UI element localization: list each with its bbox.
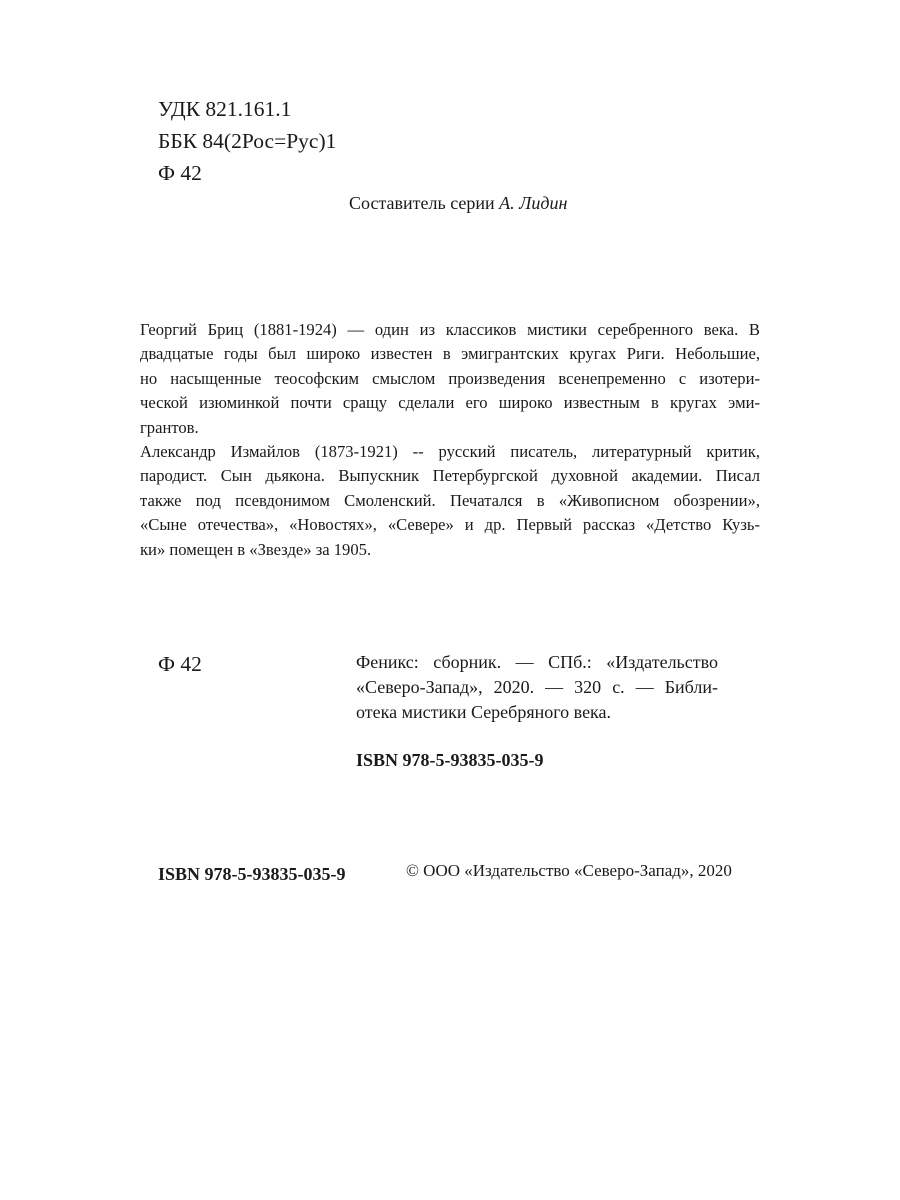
annotation-line: пародист. Сын дьякона. Выпускник Петербургской духовной академии. Писал	[140, 466, 760, 486]
compiler-label: Составитель серии	[349, 193, 495, 213]
bibliography-line: Феникс: сборник. — СПб.: «Издательство	[356, 652, 718, 672]
series-compiler	[349, 193, 567, 214]
annotation	[140, 318, 760, 562]
isbn: ISBN 978-5-93835-035-9	[356, 750, 544, 770]
author-sign: Ф 42	[158, 161, 202, 185]
annotation-paragraph-izmailov	[140, 440, 760, 562]
annotation-line: Александр Измайлов (1873-1921) -- русский писатель, литературный критик,	[140, 442, 760, 462]
annotation-line: но насыщенные теософским смыслом произведения всенепременно с изотери-	[140, 368, 760, 388]
compiler-name: А. Лидин	[499, 193, 568, 213]
bibliography-line: отека мистики Серебряного века.	[356, 702, 612, 722]
udk-code: УДК 821.161.1	[158, 97, 292, 121]
annotation-line: ки» помещен в «Звезде» за 1905.	[140, 539, 372, 559]
copyright-notice: © ООО «Издательство «Северо-Запад», 2020	[406, 861, 732, 880]
annotation-line: ческой изюминкой почти сращу сделали его широко известным в кругах эми-	[140, 393, 760, 413]
annotation-paragraph-britz	[140, 318, 760, 440]
annotation-line: Георгий Бриц (1881-1924) — один из классиков мистики серебренного века. В	[140, 320, 760, 339]
bbk-code: ББК 84(2Рос=Рус)1	[158, 129, 337, 153]
bibliography-author-sign: Ф 42	[158, 652, 202, 676]
annotation-line: грантов.	[140, 417, 199, 437]
bibliography-line: «Северо-Запад», 2020. — 320 с. — Библи-	[356, 677, 718, 697]
annotation-line: двадцатые годы был широко известен в эмигрантских кругах Риги. Небольшие,	[140, 344, 760, 364]
classification-codes	[158, 93, 336, 189]
annotation-line: «Сыне отечества», «Новостях», «Севере» и др. Первый рассказ «Детство Кузь-	[140, 515, 760, 535]
annotation-line: также под псевдонимом Смоленский. Печатался в «Живописном обозрении»,	[140, 490, 760, 510]
footer-isbn: ISBN 978-5-93835-035-9	[158, 864, 346, 884]
bibliographic-description	[356, 650, 718, 725]
